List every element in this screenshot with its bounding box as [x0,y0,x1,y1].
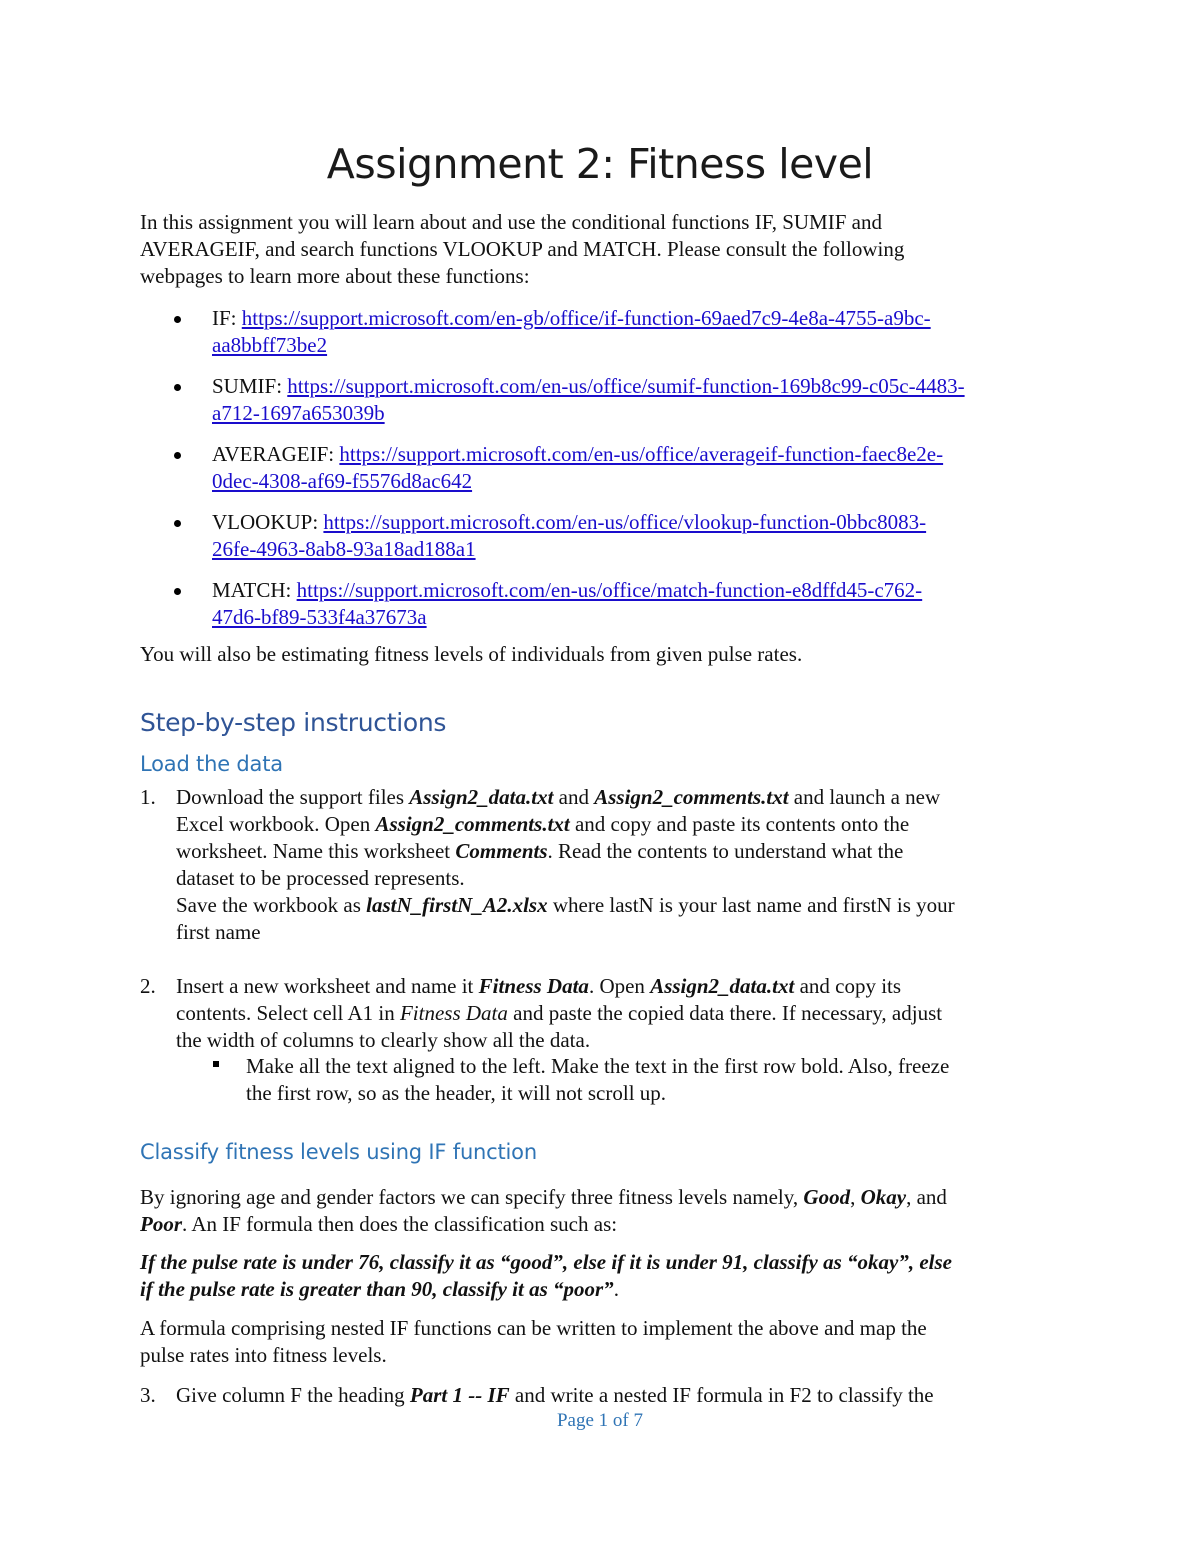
heading-load-data: Load the data [140,752,283,776]
heading-step-by-step: Step-by-step instructions [140,708,447,737]
link-label: AVERAGEIF: [212,442,340,466]
heading-classify: Classify fitness levels using IF function [140,1140,537,1164]
list-item [172,373,1072,427]
link-label: SUMIF: [212,374,288,398]
step-2-subitem: Make all the text aligned to the left. Make the text in the first row bold. Also, freeze the first row, so as the header, it will not scroll up. [246,1054,950,1105]
also-paragraph: You will also be estimating fitness levels of individuals from given pulse rates. [140,642,803,666]
step-1-text: Download the support files Assign2_data.txt and Assign2_comments.txt and launch a new Excel workbook. Open Assign2_comments.txt and copy and paste its contents onto the worksheet. Name this worksheet Comments. Read the contents to understand what the dataset to be processed represents. Save the workbook as lastN_firstN_A2.xlsx where lastN is your last name and firstN is your first name [176,785,955,944]
bullet-icon [174,316,181,323]
vlookup-function-link[interactable]: https://support.microsoft.com/en-us/office/vlookup-function-0bbc8083- 26fe-4963-8ab8-93a18ad188a1 [212,510,927,561]
averageif-function-link[interactable]: https://support.microsoft.com/en-us/office/averageif-function-faec8e2e- 0dec-4308-af69-f5576d8ac642 [212,442,944,493]
bullet-icon [174,588,181,595]
bullet-icon [174,452,181,459]
match-function-link[interactable]: https://support.microsoft.com/en-us/office/match-function-e8dffd45-c762- 47d6-bf89-533f4a37673a [212,578,923,629]
classify-paragraph: By ignoring age and gender factors we can specify three fitness levels namely, Good, Okay, and Poor. An IF formula then does the classification such as: [140,1185,947,1236]
intro-line: In this assignment you will learn about and use the conditional functions IF, SUMIF and [140,210,882,234]
square-bullet-icon [213,1061,219,1067]
if-function-link[interactable]: https://support.microsoft.com/en-gb/office/if-function-69aed7c9-4e8a-4755-a9bc- aa8bbff73be2 [212,306,931,357]
intro-line: AVERAGEIF, and search functions VLOOKUP and MATCH. Please consult the following [140,237,905,261]
document-title: Assignment 2: Fitness level [326,140,874,188]
list-item [172,441,1072,495]
list-item [172,509,1072,563]
classification-rule: If the pulse rate is under 76, classify it as “good”, else if it is under 91, classify as “okay”, else if the pulse rate is greater than 90, classify it as “poor”. [140,1250,952,1301]
bullet-icon [174,384,181,391]
list-item [172,305,1072,359]
nested-if-paragraph: A formula comprising nested IF functions can be written to implement the above and map the pulse rates into fitness levels. [140,1316,927,1367]
step-number: 2. [140,974,156,998]
step-2-text: Insert a new worksheet and name it Fitness Data. Open Assign2_data.txt and copy its contents. Select cell A1 in Fitness Data and paste the copied data there. If necessary, adjust the width of columns to clearly show all the data. [176,974,943,1052]
link-label: VLOOKUP: [212,510,324,534]
link-label: MATCH: [212,578,297,602]
sumif-function-link[interactable]: https://support.microsoft.com/en-us/office/sumif-function-169b8c99-c05c-4483- a712-1697a653039b [212,374,965,425]
intro-line: webpages to learn more about these functions: [140,264,530,288]
page-number-footer: Page 1 of 7 [556,1410,643,1431]
intro-paragraph [140,209,1070,290]
link-label: IF: [212,306,242,330]
step-number: 1. [140,785,156,809]
step-3-text: Give column F the heading Part 1 -- IF and write a nested IF formula in F2 to classify the [176,1383,934,1407]
step-number: 3. [140,1383,156,1407]
function-links-list [172,305,1072,645]
bullet-icon [174,520,181,527]
list-item [172,577,1072,631]
